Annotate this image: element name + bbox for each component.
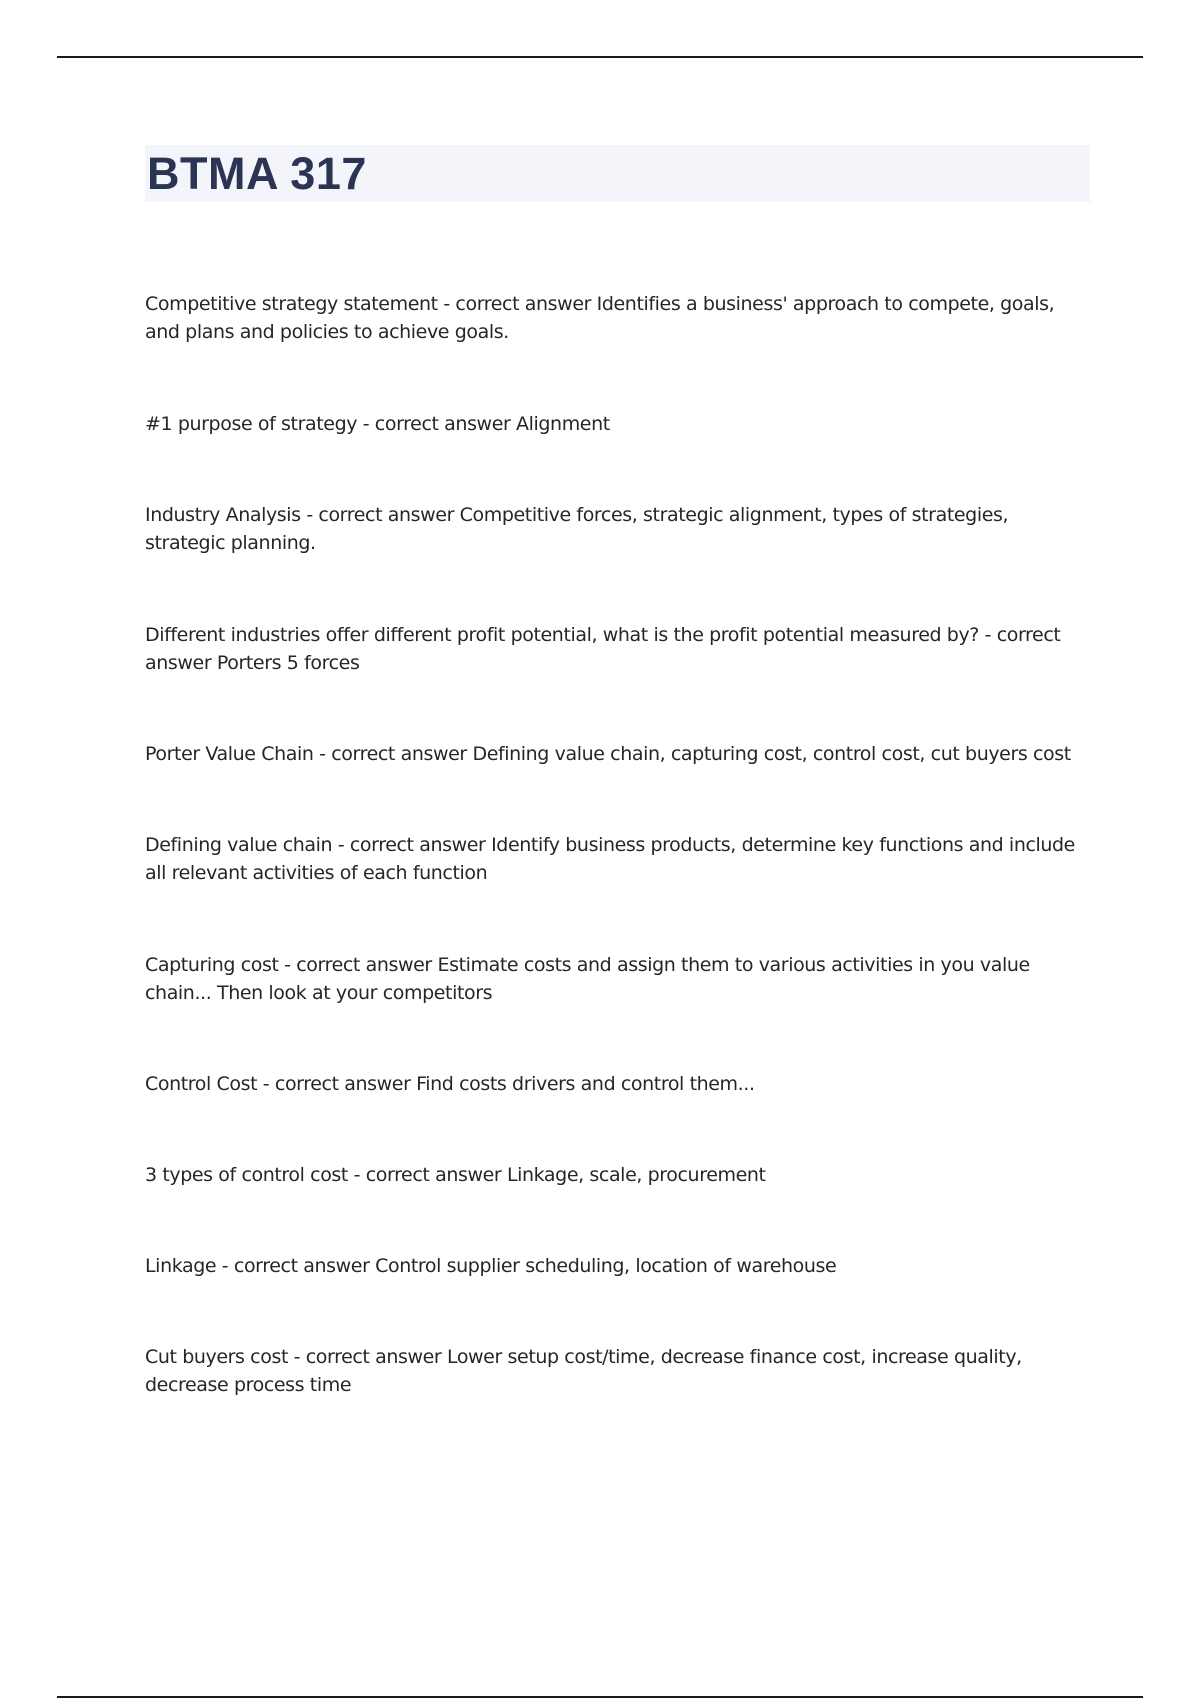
qa-item: 3 types of control cost - correct answer Linkage, scale, procurement bbox=[145, 1164, 766, 1186]
qa-item: Control Cost - correct answer Find costs drivers and control them... bbox=[145, 1073, 755, 1095]
page-title: BTMA 317 bbox=[147, 148, 367, 199]
qa-item: Cut buyers cost - correct answer Lower setup cost/time, decrease finance cost, increase quality, decrease process time bbox=[145, 1346, 1022, 1396]
qa-item: Defining value chain - correct answer Identify business products, determine key functions and include all relevant activities of each function bbox=[145, 834, 1075, 884]
bottom-rule bbox=[57, 1696, 1143, 1698]
top-rule bbox=[57, 56, 1143, 58]
qa-item: Linkage - correct answer Control supplier scheduling, location of warehouse bbox=[145, 1255, 837, 1277]
qa-item: Industry Analysis - correct answer Competitive forces, strategic alignment, types of strategies, strategic planning. bbox=[145, 504, 1009, 554]
qa-item: Competitive strategy statement - correct answer Identifies a business' approach to compete, goals, and plans and policies to achieve goals. bbox=[145, 293, 1055, 343]
page-content bbox=[145, 145, 1090, 1396]
title-band bbox=[145, 145, 1090, 202]
qa-item: Different industries offer different profit potential, what is the profit potential measured by? - correct answer Porters 5 forces bbox=[145, 624, 1061, 674]
qa-item: Porter Value Chain - correct answer Defining value chain, capturing cost, control cost, cut buyers cost bbox=[145, 743, 1071, 765]
qa-item: #1 purpose of strategy - correct answer Alignment bbox=[145, 413, 610, 435]
qa-item: Capturing cost - correct answer Estimate costs and assign them to various activities in you value chain... Then look at your competitors bbox=[145, 954, 1030, 1004]
